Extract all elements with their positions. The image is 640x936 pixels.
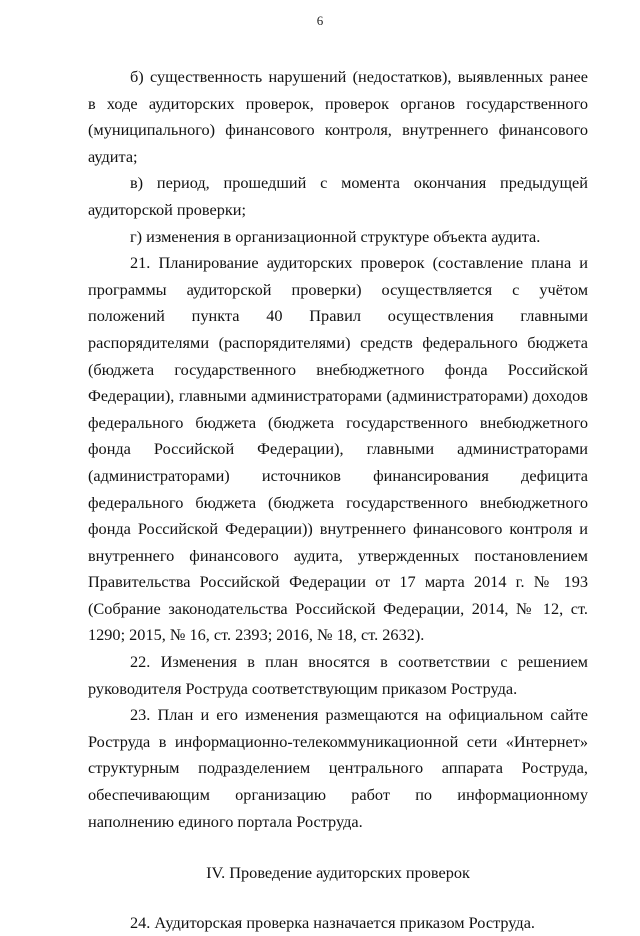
document-body (88, 64, 588, 936)
page-number: 6 (316, 13, 324, 28)
paragraph-23: 23. План и его изменения размещаются на официальном сайте Роструда в информационно-телекоммуникационной сети «Интернет» структурным подразделением центрального аппарата Роструда, обеспечивающим организацию работ по информационному наполнению единого портала Роструда. (88, 705, 588, 831)
paragraph-g: г) изменения в организационной структуре объекта аудита. (130, 226, 541, 246)
paragraph-22: 22. Изменения в план вносятся в соответствии с решением руководителя Роструда соответствующим приказом Роструда. (88, 652, 588, 698)
paragraph-b: б) существенность нарушений (недостатков), выявленных ранее в ходе аудиторских проверок, проверок органов государственного (муниципального) финансового контроля, внутреннего финансового аудита; (88, 67, 588, 166)
paragraph-21: 21. Планирование аудиторских проверок (составление плана и программы аудиторской проверки) осуществляется с учётом положений пункта 40 Правил осуществления главными распорядителями (распорядителями) средств федерального бюджета (бюджета государственного внебюджетного фонда Российской Федерации), главными администраторами (администраторами) доходов федерального бюджета (бюджета государственного внебюджетного фонда Российской Федерации), главными администраторами (администраторами) источников финансирования дефицита федерального бюджета (бюджета государственного внебюджетного фонда Российской Федерации)) внутреннего финансового контроля и внутреннего финансового аудита, утвержденных постановлением Правительства Российской Федерации от 17 марта 2014 г. № 193 (Собрание законодательства Российской Федерации, 2014, № 12, ст. 1290; 2015, № 16, ст. 2393; 2016, № 18, ст. 2632). (88, 253, 588, 645)
paragraph-24: 24. Аудиторская проверка назначается приказом Роструда. (130, 912, 536, 932)
section-heading: IV. Проведение аудиторских проверок (206, 863, 470, 883)
paragraph-v: в) период, прошедший с момента окончания предыдущей аудиторской проверки; (88, 173, 588, 219)
